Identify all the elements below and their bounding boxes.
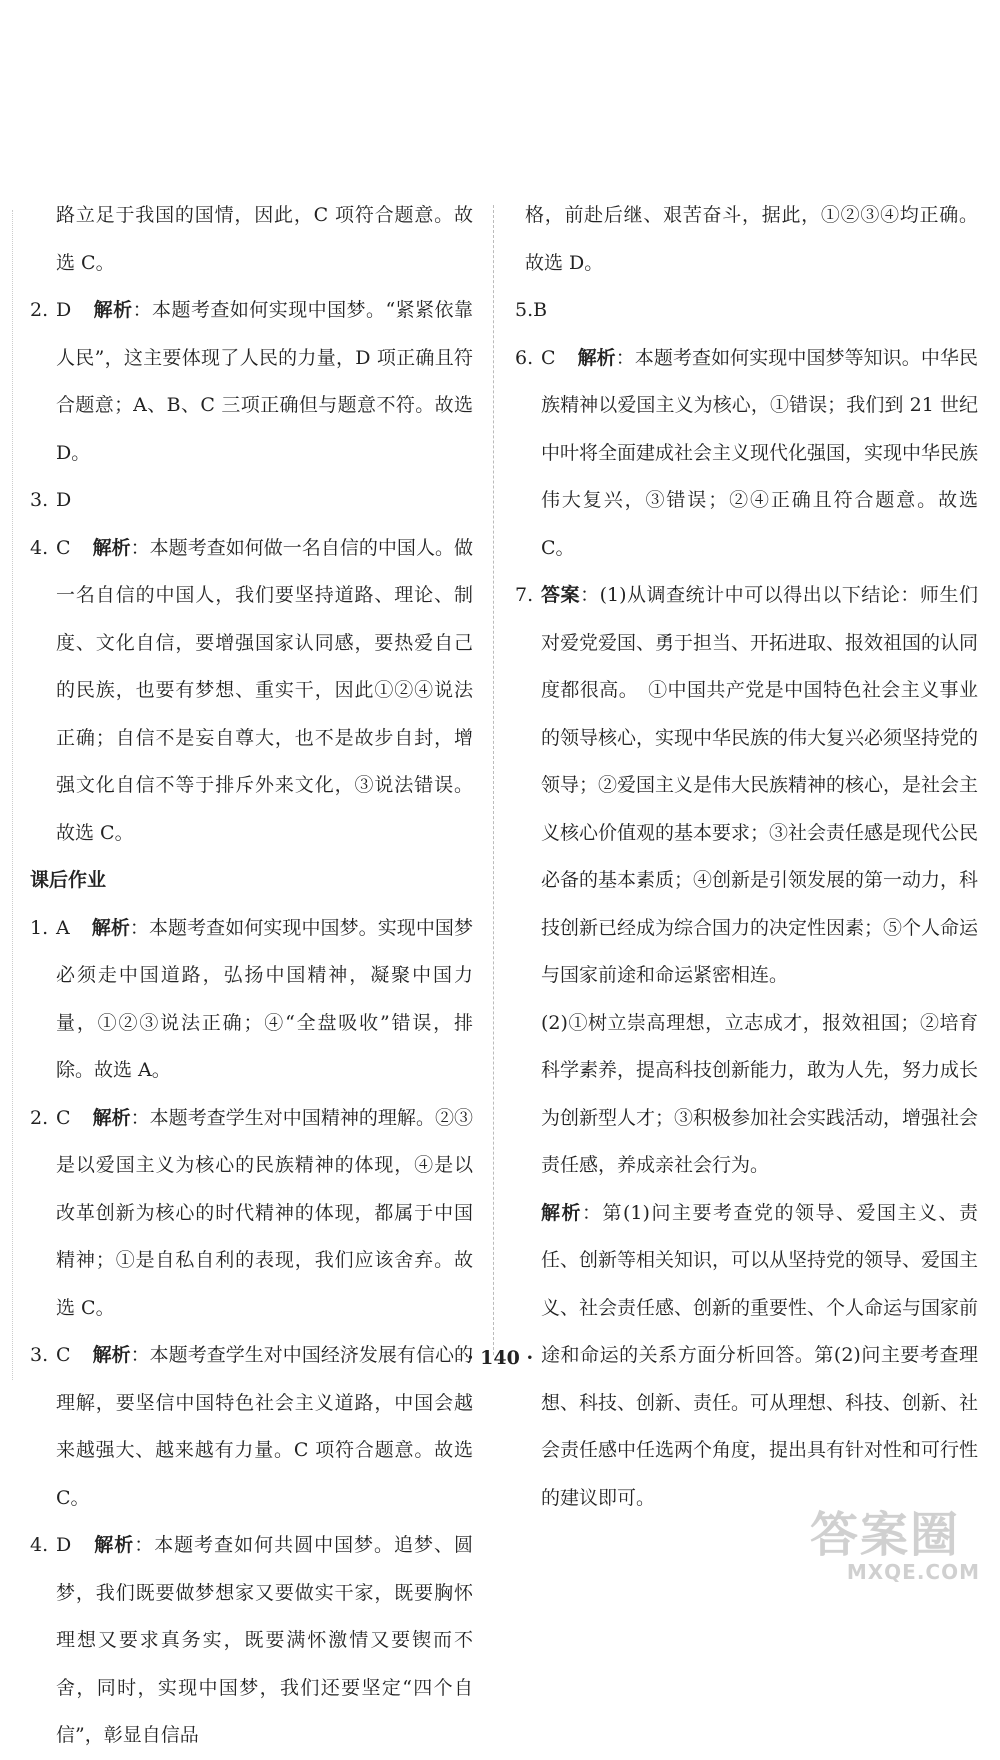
item-text: ：本题考查如何实现中国梦。实现中国梦必须走中国道路，弘扬中国精神，凝聚中国力量，①②③说法正确；④“全盘吸收”错误，排除。故选 A。 <box>56 916 473 1081</box>
analysis-label: 解析 <box>541 1201 583 1224</box>
item-number: 4. <box>30 536 49 559</box>
item-text: ：本题考查如何实现中国梦。“紧紧依靠人民”，这主要体现了人民的力量，D 项正确且符合题意；A、B、C 三项正确但与题意不符。故选 D。 <box>56 299 473 464</box>
answer-item-7 <box>515 572 978 1000</box>
item-label: 解析 <box>577 346 616 369</box>
item-number: 1. <box>30 916 49 939</box>
right-column <box>515 192 978 1522</box>
item-text: ：(1)从调查统计中可以得出以下结论：师生们对爱党爱国、勇于担当、开拓进取、报效祖国的认同度都很高。 ①中国共产党是中国特色社会主义事业的领导核心，实现中华民族的伟大复兴必须坚持党的领导；②爱国主义是伟大民族精神的核心，是社会主义核心价值观的基本要求；③社会责任感是现代公民必备的基本素质；④创新是引领发展的第一动力，科技创新已经成为综合国力的决定性因素；⑤个人命运与国家前途和命运紧密相连。 <box>541 584 979 986</box>
q7-part-2: (2)①树立崇高理想，立志成才，报效祖国；②培育科学素养，提高科技创新能力，敢为人先，努力成长为创新型人才；③积极参加社会实践活动，增强社会责任感，养成亲社会行为。 <box>541 1011 979 1176</box>
answer-item-2 <box>30 287 473 477</box>
section-heading-homework: 课后作业 <box>30 869 107 891</box>
watermark-title: 答案圈 <box>810 1507 961 1563</box>
homework-item-1 <box>30 905 473 1095</box>
item-text: ：本题考查如何实现中国梦等知识。中华民族精神以爱国主义为核心，①错误；我们到 21 世纪中叶将全面建成社会主义现代化强国，实现中华民族伟大复兴，③错误；②④正确且符合题意。故选 C。 <box>541 346 979 559</box>
item-label: 解析 <box>91 916 130 939</box>
answer-item-4 <box>30 525 473 858</box>
item-answer: C <box>56 1106 71 1129</box>
margin-line <box>12 210 13 1380</box>
item-answer: C <box>56 536 71 559</box>
item-number: 3. <box>30 1344 49 1366</box>
item-label: 答案 <box>541 584 581 606</box>
answer-item-5 <box>515 287 978 335</box>
item-text: ：本题考查如何做一名自信的中国人。做一名自信的中国人，我们要坚持道路、理论、制度、文化自信，要增强国家认同感，要热爱自己的民族，也要有梦想、重实干，因此①②④说法正确；自信不是妄自尊大，也不是故步自封，增强文化自信不等于排斥外来文化，③说法错误。故选 C。 <box>56 536 473 844</box>
item-answer: C <box>56 1344 71 1366</box>
item-number: 2. <box>30 1106 49 1129</box>
item-label: 解析 <box>93 1534 135 1556</box>
answer-item-6 <box>515 335 978 573</box>
item-number: 3. <box>30 489 49 511</box>
item-text: ：本题考查学生对中国经济发展有信心的理解，要坚信中国特色社会主义道路，中国会越来越强大、越来越有力量。C 项符合题意。故选 C。 <box>56 1344 473 1509</box>
column-divider <box>493 205 494 1355</box>
item-number: 4. <box>30 1534 49 1556</box>
page-number: · 140 · <box>466 1347 534 1369</box>
item-answer: B <box>533 299 548 321</box>
item-number: 6. <box>515 346 534 369</box>
item-answer: D <box>56 489 72 511</box>
item-answer: A <box>56 916 70 939</box>
item-number: 5. <box>515 299 534 321</box>
item-text: ：本题考查如何共圆中国梦。追梦、圆梦，我们既要做梦想家又要做实干家，既要胸怀理想又要求真务实，既要满怀激情又要锲而不舍，同时，实现中国梦，我们还要坚定“四个自信”，彰显自信品 <box>56 1534 473 1746</box>
answer-item-3 <box>30 477 473 525</box>
homework-item-2 <box>30 1095 473 1333</box>
item-label: 解析 <box>92 1106 131 1129</box>
watermark-url: MXQE.COM <box>846 1560 980 1584</box>
item-answer: D <box>56 1534 72 1556</box>
right-continued-text: 格，前赴后继、艰苦奋斗，据此，①②③④均正确。故选 D。 <box>525 204 978 274</box>
item-label: 解析 <box>92 1344 131 1366</box>
item-text: ：本题考查学生对中国精神的理解。②③是以爱国主义为核心的民族精神的体现，④是以改革创新为核心的时代精神的体现，都属于中国精神；①是自私自利的表现，我们应该舍弃。故选 C。 <box>56 1106 473 1319</box>
left-continued-text: 路立足于我国的国情，因此，C 项符合题意。故选 C。 <box>56 204 473 274</box>
item-answer: D <box>56 299 72 321</box>
homework-item-4 <box>30 1522 473 1760</box>
analysis-text: ：第(1)问主要考查党的领导、爱国主义、责任、创新等相关知识，可以从坚持党的领导、爱国主义、社会责任感、创新的重要性、个人命运与国家前途和命运的关系方面分析回答。第(2)问主要考查理想、科技、创新、责任。可从理想、科技、创新、社会责任感中任选两个角度，提出具有针对性和可行性的建议即可。 <box>541 1201 979 1509</box>
item-number: 7. <box>515 584 534 606</box>
watermark-logo <box>810 1507 980 1590</box>
item-number: 2. <box>30 299 49 321</box>
left-column <box>30 192 473 1760</box>
item-answer: C <box>541 346 556 369</box>
item-label: 解析 <box>92 536 131 559</box>
item-label: 解析 <box>93 299 133 321</box>
